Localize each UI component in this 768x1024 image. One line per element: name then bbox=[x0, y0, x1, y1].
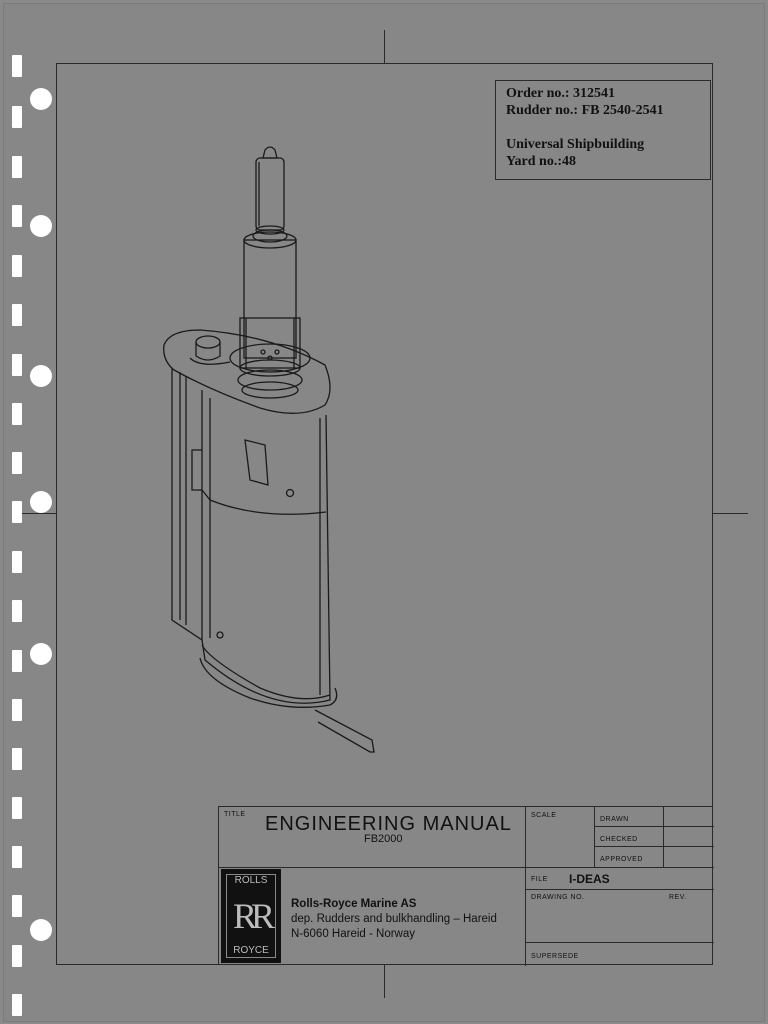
file-label: FILE bbox=[531, 876, 548, 883]
document-title: ENGINEERING MANUAL bbox=[265, 813, 512, 835]
binding-slot bbox=[12, 945, 22, 967]
company-address: N-6060 Hareid - Norway bbox=[291, 928, 415, 940]
punch-hole bbox=[30, 215, 52, 237]
checked-label: CHECKED bbox=[600, 836, 638, 843]
binding-slot bbox=[12, 699, 22, 721]
company-department: dep. Rudders and bulkhandling – Hareid bbox=[291, 913, 497, 925]
center-tick-bottom bbox=[384, 965, 385, 998]
company-name: Rolls-Royce Marine AS bbox=[291, 898, 417, 910]
binding-slot bbox=[12, 895, 22, 917]
binding-slot bbox=[12, 650, 22, 672]
logo-word-bottom: ROYCE bbox=[233, 945, 269, 956]
yard-name: Universal Shipbuilding bbox=[506, 137, 645, 152]
logo-monogram: RR bbox=[232, 896, 270, 936]
binding-slot bbox=[12, 403, 22, 425]
center-tick-top bbox=[384, 30, 385, 63]
rudder-drawing bbox=[150, 140, 390, 760]
title-block bbox=[218, 806, 713, 965]
rev-label: REV. bbox=[669, 894, 687, 901]
punch-hole bbox=[30, 919, 52, 941]
punch-hole bbox=[30, 643, 52, 665]
supersede-label: SUPERSEDE bbox=[531, 953, 579, 960]
company-info bbox=[291, 897, 497, 942]
center-tick-left bbox=[22, 513, 56, 514]
title-label: TITLE bbox=[224, 811, 246, 818]
binding-slot bbox=[12, 354, 22, 376]
rolls-royce-logo bbox=[221, 869, 281, 963]
binding-slot bbox=[12, 551, 22, 573]
binding-slot bbox=[12, 304, 22, 326]
binding-slot bbox=[12, 600, 22, 622]
yard-number: Yard no.:48 bbox=[506, 154, 577, 169]
binding-slot bbox=[12, 106, 22, 128]
binding-slot bbox=[12, 452, 22, 474]
punch-hole bbox=[30, 491, 52, 513]
order-number: Order no.: 312541 bbox=[506, 86, 616, 101]
binding-strip bbox=[0, 0, 56, 1024]
rudder-number: Rudder no.: FB 2540-2541 bbox=[506, 103, 664, 118]
binding-slot bbox=[12, 501, 22, 523]
order-info-box bbox=[495, 80, 711, 180]
approved-label: APPROVED bbox=[600, 856, 643, 863]
binding-slot bbox=[12, 797, 22, 819]
binding-slot bbox=[12, 846, 22, 868]
binding-slot bbox=[12, 994, 22, 1016]
punch-hole bbox=[30, 365, 52, 387]
binding-slot bbox=[12, 748, 22, 770]
document-subtitle: FB2000 bbox=[364, 833, 403, 845]
punch-hole bbox=[30, 88, 52, 110]
binding-slot bbox=[12, 55, 22, 77]
file-value: I-DEAS bbox=[569, 872, 610, 886]
binding-slot bbox=[12, 156, 22, 178]
binding-slot bbox=[12, 255, 22, 277]
binding-slot bbox=[12, 205, 22, 227]
logo-word-top: ROLLS bbox=[234, 875, 268, 886]
center-tick-right bbox=[713, 513, 748, 514]
scale-label: SCALE bbox=[531, 812, 557, 819]
drawing-no-label: DRAWING NO. bbox=[531, 894, 585, 901]
drawn-label: DRAWN bbox=[600, 816, 629, 823]
